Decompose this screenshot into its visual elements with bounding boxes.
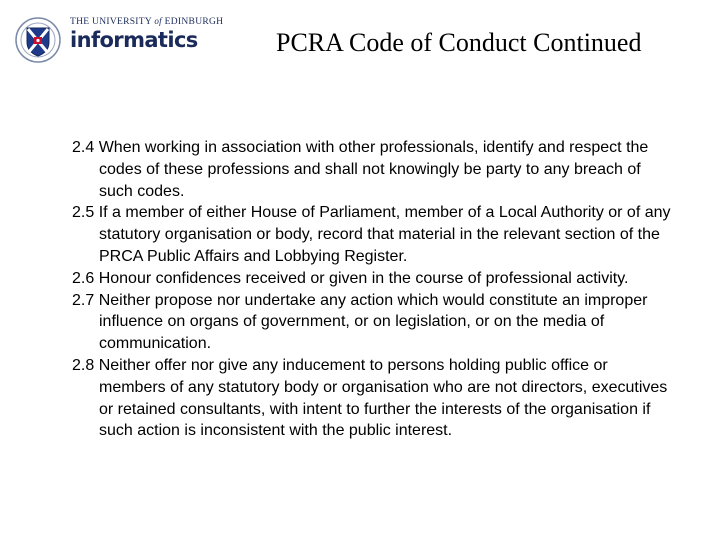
informatics-wordmark: informatics: [70, 28, 198, 52]
list-item: 2.5 If a member of either House of Parliament, member of a Local Authority or of any statutory organisation or body, record that material in the relevant section of the PRCA Public Affairs and Lobbying Register.: [72, 204, 671, 265]
list-item: 2.7 Neither propose nor undertake any action which would constitute an improper influence on organs of government, or on legislation, or on the media of communication.: [72, 291, 648, 353]
list-item: 2.4 When working in association with other professionals, identify and respect the codes of these professions and shall not knowingly be party to any breach of such codes.: [72, 139, 649, 200]
university-crest-icon: [14, 16, 62, 64]
slide-title: PCRA Code of Conduct Continued: [276, 28, 642, 57]
list-item: 2.8 Neither offer nor give any inducement to persons holding public office or members of any statutory body or organisation who are not directors, executives or retained consultants, with intent to further the interests of the organisation if such action is inconsistent with the public interest.: [72, 356, 668, 440]
code-of-conduct-list: [72, 137, 672, 442]
university-logo: [14, 14, 224, 64]
university-name: THE UNIVERSITY of EDINBURGH: [70, 16, 224, 27]
list-item: 2.6 Honour confidences received or given in the course of professional activity.: [72, 269, 629, 287]
